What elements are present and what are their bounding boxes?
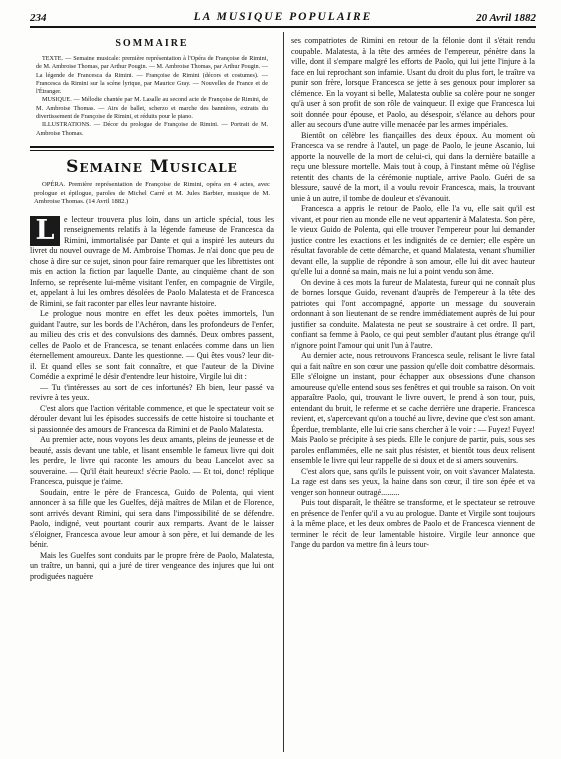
running-header bbox=[30, 8, 536, 26]
article-paragraph: Puis tout disparaît, le théâtre se transforme, et le spectateur se retrouve en présence de l'enfer qu'il a vu au prologue. Dante et Virgile sont toujours à la même place, et les deux ombres de Paolo et de Francesca viennent de terminer le récit de leur lamentable histoire. Virgile leur annonce que l'ange du pardon va mettre fin à leurs tour- bbox=[291, 498, 535, 549]
left-column bbox=[30, 36, 274, 752]
article-paragraph: Soudain, entre le père de Francesca, Guido de Polenta, qui vient annoncer à sa fille que les Guelfes, déjà maîtres de Milan et de Florence, sont arrivés devant Rimini, qui sera dans l'impossibilité de se défendre. Paolo, indigné, veut pourtant courir aux remparts. Avant de le laisser s'éloigner, Francesca avoue leur amour à son père, et lui demande de les bénir. bbox=[30, 487, 274, 550]
section-divider bbox=[30, 146, 274, 151]
page-number: 234 bbox=[30, 12, 47, 24]
article-paragraph: Le prologue nous montre en effet les deux poètes immortels, l'un guidant l'autre, sur les bords de l'Achéron, dans les profondeurs de l'enfer, au milieu des cris et des convulsions des damnés. Deux ombres passent, celles de Paolo et de Francesca, se tenant enlacées comme dans un lien éternellement amoureux. Dante les questionne. — Qui êtes vous? leur dit-il. Et quand elles se sont fait connaître, et que l'auteur de la Divine Comédie a exprimé le désir d'entendre leur histoire, Virgile lui dit : bbox=[30, 309, 274, 382]
article-paragraph: C'est alors que l'action véritable commence, et que le spectateur voit se dérouler devant lui les épisodes successifs de cette histoire si touchante et si passionnée des amours de Francesca da Rimini et de Paolo Malatesta. bbox=[30, 403, 274, 434]
header-rule bbox=[30, 26, 536, 28]
article-paragraph: Au dernier acte, nous retrouvons Francesca seule, relisant le livre fatal qui a fait naître en son cœur une passion qu'elle doit combattre désormais. Elle s'éloigne un instant, pour échapper aux obsessions d'une chanson amoureuse qu'elle entend sous ses fenêtres et qui trouble sa raison. On voit apparaître Paolo, qui, trouvant le livre ouvert, le prend à son tour, puis, entendant du bruit, le referme et se cache derrière une draperie. Francesca revient, et, s'apercevant qu'on a touché au livre, devine que c'est son amant. Éperdue, tremblante, elle lui crie sans chercher à le voir : — Fuyez! Fuyez! Mais Paolo se précipite à ses pieds. Elle le conjure de partir, puis, sous ses paroles enflammées, elle ne sait plus résister, et bientôt tous deux relisent ensemble le livre qui leur rappelle de si doux et de si amers souvenirs. bbox=[291, 351, 535, 465]
article-paragraph: e lecteur trouvera plus loin, dans un article spécial, tous les renseignements relatifs à la légende fameuse de Francesca da Rimini, immortalisée par Dante et qui a inspiré les auteurs du livret du nouvel ouvrage de M. Ambroise Thomas. Je n'ai donc que peu de chose à dire sur ce sujet, sinon pour faire remarquer que les librettistes ont mis en action la fiction par laquelle Dante, au cinquième chant de son Inferno, se représente lui-même visitant l'enfer, en compagnie de Virgile, et, appelant à lui les ombres désolées de Paolo Malatesta et de Francesca de Rimini, se fait raconter par elles leur navrante histoire. bbox=[30, 214, 274, 308]
column-separator bbox=[283, 32, 284, 752]
journal-title: LA MUSIQUE POPULAIRE bbox=[193, 11, 373, 23]
sommaire-musique: MUSIQUE. — Mélodie chantée par M. Lasalle au second acte de Françoise de Rimini, de M. Ambroise Thomas. — Airs de ballet, scherzo et marche des bannières, extraits du divertissement de Françoise de Rimini, et réduits pour le piano. bbox=[36, 96, 268, 121]
issue-date: 20 Avril 1882 bbox=[476, 12, 536, 24]
sommaire-illustrations: ILLUSTRATIONS. — Décor du prologue de Françoise de Rimini. — Portrait de M. Ambroise Thomas. bbox=[36, 121, 268, 137]
sommaire-texte: TEXTE. — Semaine musicale: première représentation à l'Opéra de Françoise de Rimini, de M. Ambroise Thomas, par Arthur Pougin. — M. Ambroise Thomas, par Arthur Pougin. — La légende de Francesca da Rimini. — Françoise de Rimini (décors et costumes). — Francesca da Rimini sur la scène lyrique, par Maurice Gray. — Nouvelles de France et de l'Étranger. bbox=[36, 55, 268, 96]
article-paragraph: — Tu t'intéresses au sort de ces infortunés? Eh bien, leur passé va revivre à tes yeux. bbox=[30, 382, 274, 403]
drop-cap: L bbox=[30, 216, 60, 246]
article-paragraph: C'est alors que, sans qu'ils le puissent voir, on voit s'avancer Malatesta. La rage est dans ses yeux, la haine dans son cœur, il tire son épée et va venger son honneur outragé......... bbox=[291, 466, 535, 497]
article-paragraph: Bientôt on célèbre les fiançailles des deux époux. Au moment où Francesca va se rendre à l'autel, un page de Paolo, le jeune Ascanio, lui apporte la nouvelle de la mort de celui-ci, qui dans la dernière bataille a reçu une blessure mortelle. Mais tout à coup, à l'instant même où l'église retentit des chants de la cérémonie nuptiale, arrive Paolo. Guéri de sa blessure, sauvé de la mort, il a voulu revoir Francesca, mais, la trouvant unie à un autre, il tombe de douleur et s'évanouit. bbox=[291, 130, 535, 203]
article-paragraph: Francesca a appris le retour de Paolo, elle l'a vu, elle sait qu'il est vivant, et pour rien au monde elle ne veut appartenir à Malatesta. Son père, le vieux Guido de Polenta, qui elle trouver l'empereur pour lui demander justice contre les exactions et les indignités de ce dernier; elle espère un résultat favorable de cette démarche, et quand Malatesta, venant s'humilier devant elle, la supplie de répondre à son amour, elle lui dit avec hauteur qu'elle lui a donné sa main, mais ne lui a point vendu son âme. bbox=[291, 204, 535, 276]
article-paragraph: Au premier acte, nous voyons les deux amants, pleins de jeunesse et de beauté, assis devant une table, et lisant ensemble le fameux livre qui doit les perdre, le livre qui raconte les amours du beau Lancelot avec sa souveraine. — Qu'il était heureux! s'écrie Paolo. — Et toi, donc! réplique Francesca, puisque je t'aime. bbox=[30, 435, 274, 487]
section-title: Semaine Musicale bbox=[66, 156, 238, 177]
opera-note: OPÉRA. Première représentation de Françoise de Rimini, opéra en 4 actes, avec prologue et épilogue, paroles de Michel Carré et M. Jules Barbier, musique de M. Ambroise Thomas. (14 Avril 1882.) bbox=[34, 180, 270, 206]
article-paragraph: Mais les Guelfes sont conduits par le propre frère de Paolo, Malatesta, un traître, un banni, qui a juré de tirer vengeance des injures que lui ont prodiguées naguère bbox=[30, 550, 274, 581]
article-paragraph: ses compatriotes de Rimini en retour de la félonie dont il s'était rendu coupable. Malatesta, à la tête des armées de l'empereur, pénètre dans la ville, dont il s'empare malgré les efforts de Paolo, qui lui jette l'injure à la face en lui reprochant son infamie. Usant du droit du plus fort, le traître va punir son frère, lorsque Francesca se jette à ses genoux pour implorer sa clémence. En la voyant si belle, Malatesta oublie sa colère pour ne songer qu'à user à son profit de son rôle de vainqueur. Il exige que Francesca lui soit donnée pour épouse, et Paolo, au désespoir, s'élance au dehors pour aller au secours d'une autre ville menacée par les armes impériales. bbox=[291, 36, 535, 129]
right-column bbox=[291, 36, 535, 752]
article-paragraph: On devine à ces mots la fureur de Malatesta, fureur qui ne connaît plus de bornes lorsque Guido, revenant d'auprès de l'empereur à la tête des patriotes qui l'ont accompagné, apporte un message du souverain ordonnant à son lieutenant de se rendre immédiatement auprès de lui pour justifier sa conduite. Malatesta ne peut se soustraire à cet ordre. Il part, confiant sa femme à Paolo, ce qui peut sembler d'autant plus étrange qu'il n'ignore point l'amour qui unit l'un à l'autre. bbox=[291, 277, 535, 350]
sommaire-title: SOMMAIRE bbox=[115, 38, 189, 49]
article-opening bbox=[30, 215, 274, 310]
